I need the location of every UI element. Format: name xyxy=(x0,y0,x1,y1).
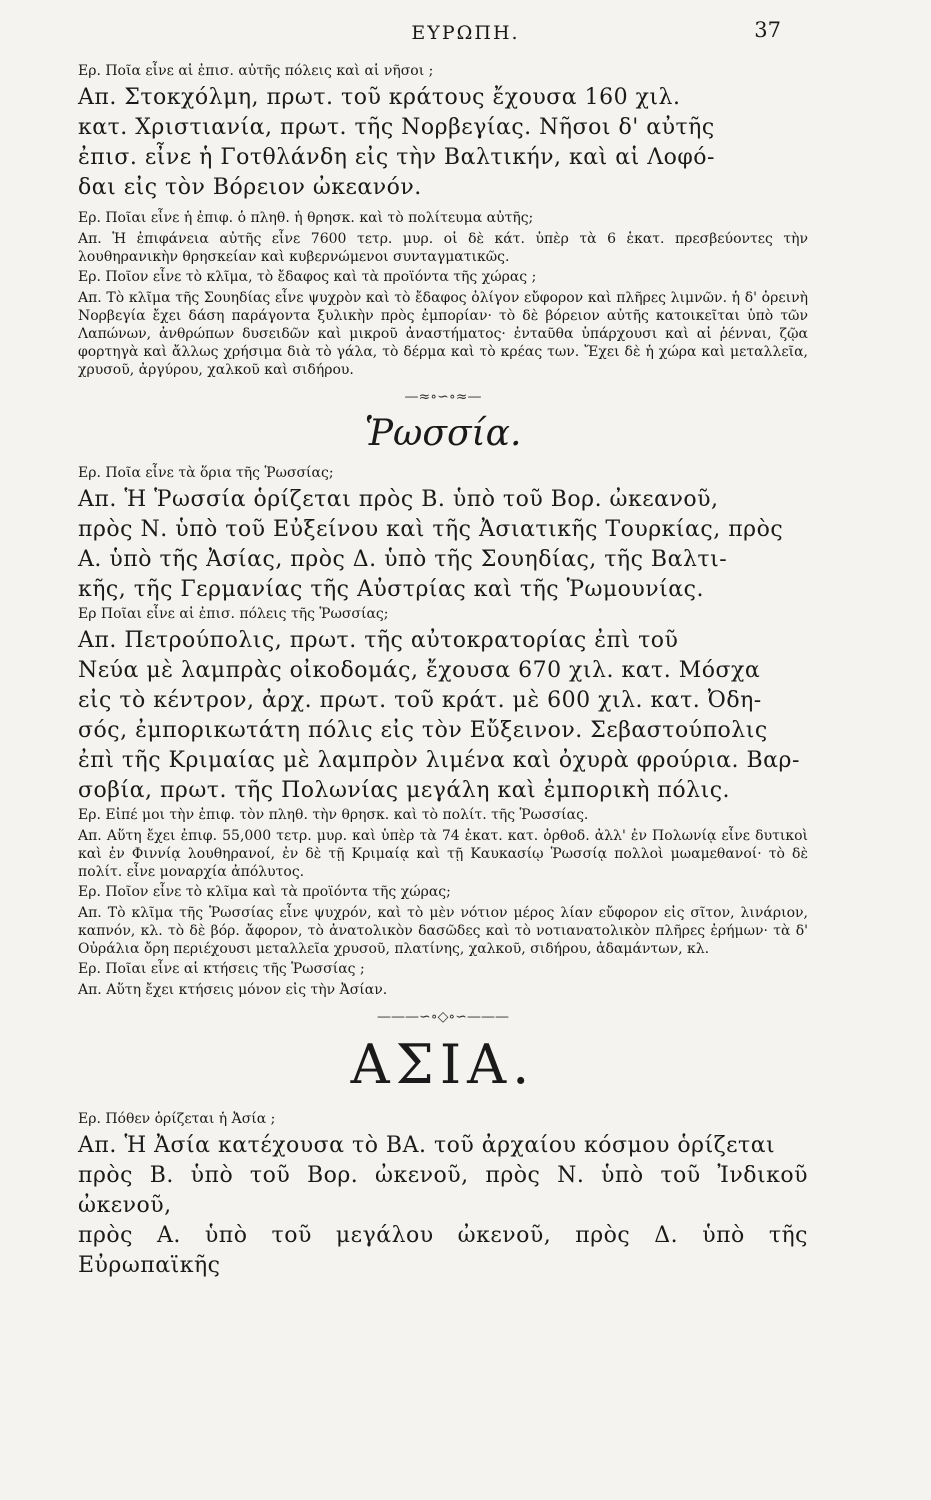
answer-sweden-climate: Απ. Τὸ κλῖμα τῆς Σουηδίας εἶνε ψυχρὸν καὶ τὸ ἔδαφος ὀλίγον εὔφορον καὶ πλῆρες λιμνῶν. ἡ δ' ὀρεινὴ Νορβεγία ἔχει δάση παράγοντα ξυλικὴν πρὸς ἐμπορίαν· τὸ δὲ βόρειον αὐτῆς κατοικεῖται ὑπὸ τῶν Λαπώνων, ἀνθρώπων δυσειδῶν καὶ μικροῦ ἀναστήματος· ἐνταῦθα ὑπάρχουσι καὶ αἱ ῥένναι, ζῷα φορτηγὰ καὶ ἄλλως χρήσιμα διὰ τὸ γάλα, τὸ δέρμα καὶ τὸ κρέας των. Ἔχει δὲ ἡ χώρα καὶ μεταλλεῖα, χρυσοῦ, ἀργύρου, χαλκοῦ καὶ σιδήρου. xyxy=(78,290,808,378)
answer-line: Απ. Ἡ Ἀσία κατέχουσα τὸ ΒΑ. τοῦ ἀρχαίου κόσμου ὁρίζεται xyxy=(78,1133,776,1158)
section-title-russia: Ῥωσσία. xyxy=(364,413,522,454)
answer-line: ἐπισ. εἶνε ἡ Γοτθλάνδη εἰς τὴν Βαλτικήν, καὶ αἱ Λοφό- xyxy=(78,145,715,170)
question-sweden-population: Ερ. Ποῖαι εἶνε ἡ ἐπιφ. ὁ πληθ. ἡ θρησκ. καὶ τὸ πολίτευμα αὐτῆς; xyxy=(78,210,534,226)
answer-line: πρὸς Β. ὑπὸ τοῦ Βορ. ὠκενοῦ, πρὸς Ν. ὑπὸ τοῦ Ἰνδικοῦ ὠκενοῦ, xyxy=(78,1163,808,1218)
answer-line: εἰς τὸ κέντρον, ἀρχ. πρωτ. τοῦ κράτ. μὲ 600 χιλ. κατ. Ὀδη- xyxy=(78,688,762,713)
answer-russia-possessions: Απ. Αὕτη ἔχει κτήσεις μόνον εἰς τὴν Ἀσίαν. xyxy=(78,982,388,998)
answer-line: σοβία, πρωτ. τῆς Πολωνίας μεγάλη καὶ ἐμπορικὴ πόλις. xyxy=(78,778,731,803)
answer-russia-climate: Απ. Τὸ κλῖμα τῆς Ῥωσσίας εἶνε ψυχρόν, καὶ τὸ μὲν νότιον μέρος λίαν εὔφορον εἰς σῖτον, λινάριον, καπνόν, κλ. τὸ δὲ βόρ. ἄφορον, τὸ ἀνατολικὸν δασῶδες καὶ τὸ νοτιανατολικὸν πλῆρες ἐρήμων· τὰ δ' Οὐράλια ὄρη περιέχουσι μεταλλεῖα χρυσοῦ, πλατίνης, χαλκοῦ, σιδήρου, ἀδαμάντων, κλ. xyxy=(78,905,808,957)
answer-line: σός, ἐμπορικωτάτη πόλις εἰς τὸν Εὔξεινον. Σεβαστούπολις xyxy=(78,718,768,743)
question-russia-population: Ερ. Εἰπέ μοι τὴν ἐπιφ. τὸν πληθ. τὴν θρησκ. καὶ τὸ πολίτ. τῆς Ῥωσσίας. xyxy=(78,807,589,823)
question-sweden-cities: Ερ. Ποῖα εἶνε αἱ ἐπισ. αὐτῆς πόλεις καὶ αἱ νῆσοι ; xyxy=(78,63,434,79)
answer-line: Α. ὑπὸ τῆς Ἀσίας, πρὸς Δ. ὑπὸ τῆς Σουηδίας, τῆς Βαλτι- xyxy=(78,547,728,572)
question-sweden-climate: Ερ. Ποῖον εἶνε τὸ κλῖμα, τὸ ἔδαφος καὶ τὰ προϊόντα τῆς χώρας ; xyxy=(78,269,537,285)
question-russia-possessions: Ερ. Ποῖαι εἶνε αἱ κτήσεις τῆς Ῥωσσίας ; xyxy=(78,961,365,977)
page-header xyxy=(0,18,931,52)
answer-russia-population: Απ. Αὕτη ἔχει ἐπιφ. 55,000 τετρ. μυρ. καὶ ὑπὲρ τὰ 74 ἑκατ. κατ. ὀρθοδ. ἀλλ' ἐν Πολωνίᾳ εἶνε δυτικοὶ καὶ ἐν Φιννίᾳ λουθηρανοί, ἐν δὲ τῇ Κριμαίᾳ καὶ τῇ Καυκασίῳ Ῥωσσίᾳ πολλοὶ μωαμεθανοί· τὸ δὲ πολίτ. εἶνε μοναρχία ἀπόλυτος. xyxy=(78,828,808,880)
answer-line: Απ. Ἡ Ῥωσσία ὁρίζεται πρὸς Β. ὑπὸ τοῦ Βορ. ὠκεανοῦ, xyxy=(78,487,719,512)
answer-line: κῆς, τῆς Γερμανίας τῆς Αὐστρίας καὶ τῆς Ῥωμουνίας. xyxy=(78,577,704,602)
section-divider: ———∽∘◇∘∽——— xyxy=(377,1009,509,1025)
question-russia-borders: Ερ. Ποῖα εἶνε τὰ ὅρια τῆς Ῥωσσίας; xyxy=(78,465,334,481)
answer-line: ἐπὶ τῆς Κριμαίας μὲ λαμπρὸν λιμένα καὶ ὀχυρὰ φρούρια. Βαρ- xyxy=(78,748,800,773)
answer-line: Απ. Πετρούπολις, πρωτ. τῆς αὐτοκρατορίας ἐπὶ τοῦ xyxy=(78,628,679,653)
running-title: ΕΥΡΩΠΗ. xyxy=(411,22,520,44)
question-russia-climate: Ερ. Ποῖον εἶνε τὸ κλῖμα καὶ τὰ προϊόντα τῆς χώρας; xyxy=(78,884,451,900)
answer-line: δαι εἰς τὸν Βόρειον ὠκεανόν. xyxy=(78,175,422,200)
section-title-asia: ΑΣΙΑ. xyxy=(350,1033,536,1096)
question-asia-borders: Ερ. Πόθεν ὁρίζεται ἡ Ἀσία ; xyxy=(78,1111,276,1127)
answer-sweden-population: Απ. Ἡ ἐπιφάνεια αὐτῆς εἶνε 7600 τετρ. μυρ. οἱ δὲ κάτ. ὑπὲρ τὰ 6 ἑκατ. πρεσβεύοντες τὴν λουθηρανικὴν θρησκείαν καὶ κυβερνώμενοι συνταγματικῶς. xyxy=(78,231,808,265)
answer-line: πρὸς Ν. ὑπὸ τοῦ Εὐξείνου καὶ τῆς Ἀσιατικῆς Τουρκίας, πρὸς xyxy=(78,517,784,542)
page-number: 37 xyxy=(754,18,781,42)
question-russia-cities: Ερ Ποῖαι εἶνε αἱ ἐπισ. πόλεις τῆς Ῥωσσίας; xyxy=(78,606,389,622)
answer-line: Απ. Στοκχόλμη, πρωτ. τοῦ κράτους ἔχουσα 160 χιλ. xyxy=(78,85,681,110)
answer-line: κατ. Χριστιανία, πρωτ. τῆς Νορβεγίας. Νῆσοι δ' αὐτῆς xyxy=(78,115,715,140)
body-text xyxy=(78,62,808,1281)
answer-line: πρὸς Α. ὑπὸ τοῦ μεγάλου ὠκενοῦ, πρὸς Δ. ὑπὸ τῆς Εὐρωπαϊκῆς xyxy=(78,1223,808,1278)
answer-line: Νεύα μὲ λαμπρὰς οἰκοδομάς, ἔχουσα 670 χιλ. κατ. Μόσχα xyxy=(78,658,761,683)
section-divider: —≈∘∽∘≈— xyxy=(404,389,482,405)
